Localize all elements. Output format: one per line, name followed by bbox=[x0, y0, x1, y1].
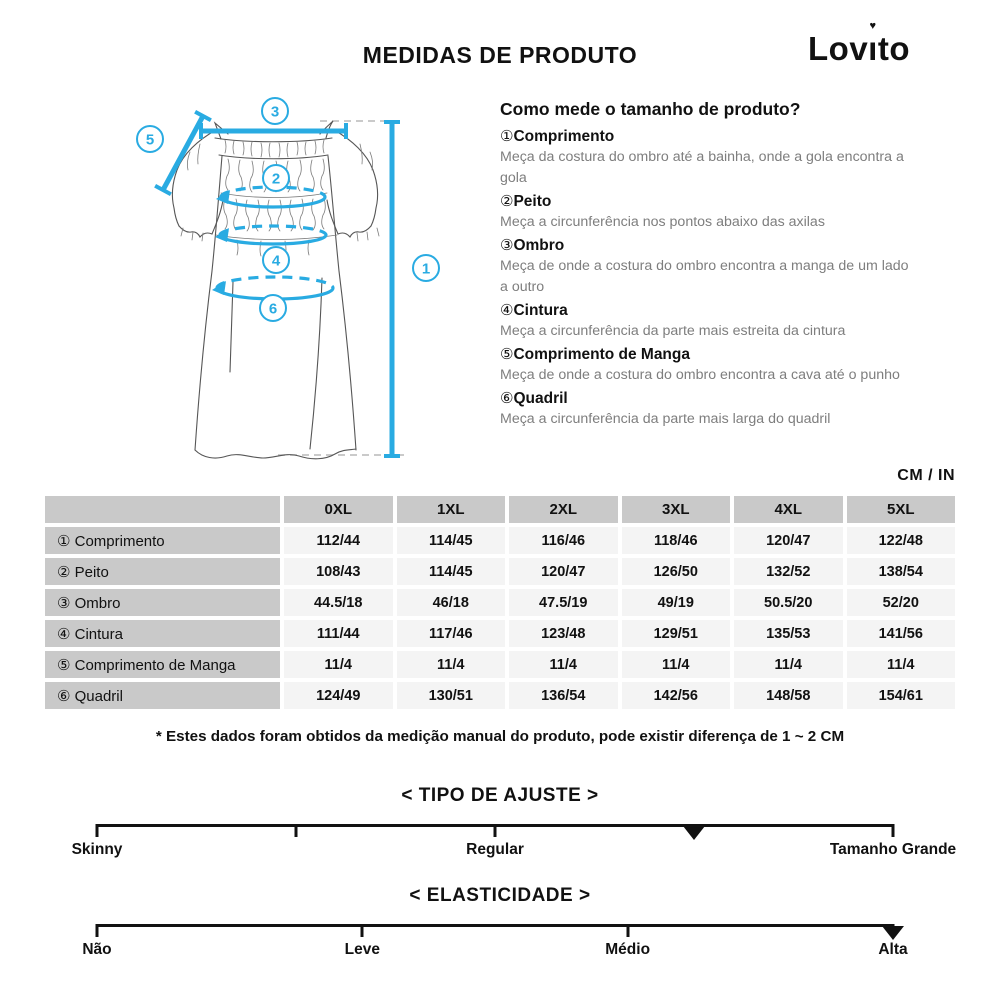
table-row-comprimento-de-manga bbox=[45, 651, 955, 678]
elasticity-scale bbox=[82, 924, 908, 972]
guide-item-comprimento bbox=[500, 126, 920, 189]
guide-desc: Meça de onde a costura do ombro encontra a cava até o punho bbox=[500, 367, 900, 383]
table-row-cintura bbox=[45, 620, 955, 647]
fit-label-regular: Regular bbox=[466, 841, 524, 858]
brand-logo: Lovı ♥ to bbox=[808, 20, 910, 67]
size-cell: 50.5/20 bbox=[734, 589, 843, 616]
size-cell: 123/48 bbox=[509, 620, 618, 647]
guide-term: ⑤Comprimento de Manga bbox=[500, 346, 690, 363]
column-header-5xl: 5XL bbox=[847, 496, 956, 523]
size-cell: 11/4 bbox=[734, 651, 843, 678]
callout-3: 3 bbox=[270, 103, 280, 121]
page-title: MEDIDAS DE PRODUTO bbox=[362, 42, 638, 68]
scale-tick bbox=[295, 824, 298, 837]
scale-tick bbox=[626, 924, 629, 937]
table-row-quadril bbox=[45, 682, 955, 709]
measurement-marks bbox=[155, 112, 400, 456]
callout-4: 4 bbox=[271, 252, 281, 270]
column-header-2xl: 2XL bbox=[509, 496, 618, 523]
size-cell: 112/44 bbox=[284, 527, 393, 554]
heart-icon: ♥ bbox=[869, 20, 877, 32]
row-label: ⑥ Quadril bbox=[45, 682, 280, 709]
size-cell: 11/4 bbox=[397, 651, 506, 678]
size-cell: 117/46 bbox=[397, 620, 506, 647]
guide-term: ⑥Quadril bbox=[500, 390, 568, 407]
size-cell: 132/52 bbox=[734, 558, 843, 585]
size-cell: 11/4 bbox=[509, 651, 618, 678]
guide-item-comprimento-de-manga bbox=[500, 344, 920, 386]
guide-desc: Meça da costura do ombro até a bainha, onde a gola encontra a gola bbox=[500, 149, 904, 186]
fit-label-tamanho-grande: Tamanho Grande bbox=[829, 841, 957, 858]
size-cell: 108/43 bbox=[284, 558, 393, 585]
size-table-corner bbox=[45, 496, 280, 523]
guide-desc: Meça a circunferência nos pontos abaixo das axilas bbox=[500, 214, 825, 230]
column-header-0xl: 0XL bbox=[284, 496, 393, 523]
callout-6: 6 bbox=[268, 300, 278, 318]
table-header-row bbox=[45, 496, 955, 523]
size-cell: 122/48 bbox=[847, 527, 956, 554]
size-cell: 11/4 bbox=[284, 651, 393, 678]
column-header-3xl: 3XL bbox=[622, 496, 731, 523]
scale-tick bbox=[96, 824, 99, 837]
guide-term: ③Ombro bbox=[500, 237, 565, 254]
measure-guide bbox=[500, 98, 920, 430]
size-cell: 114/45 bbox=[397, 527, 506, 554]
size-cell: 135/53 bbox=[734, 620, 843, 647]
size-cell: 141/56 bbox=[847, 620, 956, 647]
size-cell: 142/56 bbox=[622, 682, 731, 709]
row-label: ③ Ombro bbox=[45, 589, 280, 616]
shirring-texture bbox=[181, 140, 379, 256]
guide-term: ②Peito bbox=[500, 193, 552, 210]
scale-tick bbox=[892, 824, 895, 837]
fit-label-skinny: Skinny bbox=[71, 841, 123, 858]
table-row-comprimento bbox=[45, 527, 955, 554]
size-cell: 116/46 bbox=[509, 527, 618, 554]
scale-tick bbox=[96, 924, 99, 937]
fit-scale bbox=[71, 824, 957, 872]
guide-desc: Meça a circunferência da parte mais larga do quadril bbox=[500, 411, 831, 427]
size-cell: 126/50 bbox=[622, 558, 731, 585]
column-header-4xl: 4XL bbox=[734, 496, 843, 523]
elasticity-label-nao: Não bbox=[82, 941, 112, 958]
size-cell: 46/18 bbox=[397, 589, 506, 616]
scale-tick bbox=[494, 824, 497, 837]
measurement-footnote: * Estes dados foram obtidos da medição manual do produto, pode existir diferença de 1 ~ 2 CM bbox=[155, 728, 845, 745]
size-cell: 124/49 bbox=[284, 682, 393, 709]
elasticity-label-medio: Médio bbox=[605, 941, 651, 958]
guide-item-quadril bbox=[500, 388, 920, 430]
guide-item-peito bbox=[500, 191, 920, 233]
guide-item-cintura bbox=[500, 300, 920, 342]
size-cell: 114/45 bbox=[397, 558, 506, 585]
size-table-wrap bbox=[41, 492, 959, 713]
guide-term: ①Comprimento bbox=[500, 128, 615, 145]
size-cell: 52/20 bbox=[847, 589, 956, 616]
size-cell: 148/58 bbox=[734, 682, 843, 709]
callout-2: 2 bbox=[271, 170, 281, 188]
fit-marker-triangle-icon bbox=[683, 826, 705, 840]
callout-5: 5 bbox=[145, 131, 155, 149]
size-cell: 118/46 bbox=[622, 527, 731, 554]
size-cell: 129/51 bbox=[622, 620, 731, 647]
guide-heading: Como mede o tamanho de produto? bbox=[500, 99, 801, 119]
elasticity-label-leve: Leve bbox=[344, 941, 380, 958]
size-cell: 130/51 bbox=[397, 682, 506, 709]
dress-measurement-diagram bbox=[95, 92, 465, 482]
guide-term: ④Cintura bbox=[500, 302, 568, 319]
size-cell: 11/4 bbox=[622, 651, 731, 678]
elasticity-scale-title: < ELASTICIDADE > bbox=[409, 885, 591, 906]
size-cell: 47.5/19 bbox=[509, 589, 618, 616]
row-label: ⑤ Comprimento de Manga bbox=[45, 651, 280, 678]
table-row-peito bbox=[45, 558, 955, 585]
column-header-1xl: 1XL bbox=[397, 496, 506, 523]
size-cell: 11/4 bbox=[847, 651, 956, 678]
elasticity-scale-line bbox=[97, 924, 893, 927]
fit-scale-title: < TIPO DE AJUSTE > bbox=[401, 785, 599, 806]
callout-1: 1 bbox=[421, 260, 431, 278]
size-cell: 120/47 bbox=[734, 527, 843, 554]
size-cell: 136/54 bbox=[509, 682, 618, 709]
elasticity-marker-triangle-icon bbox=[882, 926, 904, 940]
size-cell: 120/47 bbox=[509, 558, 618, 585]
guide-desc: Meça de onde a costura do ombro encontra a manga de um lado a outro bbox=[500, 258, 909, 295]
size-cell: 111/44 bbox=[284, 620, 393, 647]
size-cell: 138/54 bbox=[847, 558, 956, 585]
size-cell: 49/19 bbox=[622, 589, 731, 616]
row-label: ④ Cintura bbox=[45, 620, 280, 647]
size-table bbox=[41, 492, 959, 713]
row-label: ② Peito bbox=[45, 558, 280, 585]
row-label: ① Comprimento bbox=[45, 527, 280, 554]
size-cell: 44.5/18 bbox=[284, 589, 393, 616]
guide-item-ombro bbox=[500, 235, 920, 298]
elasticity-label-alta: Alta bbox=[878, 941, 908, 958]
scale-tick bbox=[361, 924, 364, 937]
size-cell: 154/61 bbox=[847, 682, 956, 709]
units-label: CM / IN bbox=[897, 467, 955, 484]
sleeve-measure-line bbox=[163, 116, 203, 190]
guide-desc: Meça a circunferência da parte mais estreita da cintura bbox=[500, 323, 846, 339]
table-row-ombro bbox=[45, 589, 955, 616]
